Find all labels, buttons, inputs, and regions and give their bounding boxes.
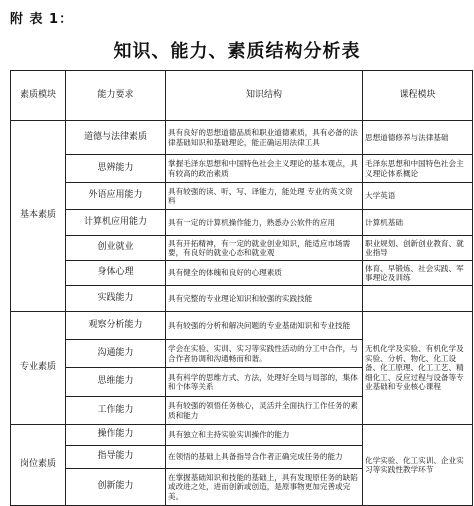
table-row bbox=[11, 183, 473, 210]
course-cell: 无机化学及实验、有机化学及实验、分析、物化、化工设备、化工原理、化工工艺、精细化工、反应过程与设备等专业基础和专业核心课程 bbox=[363, 312, 473, 425]
ability-cell: 工作能力 bbox=[66, 397, 166, 425]
header-knowledge: 知识结构 bbox=[166, 71, 363, 121]
knowledge-cell: 在掌握基础知识和技能的基础上，具有发现原任务的缺陷或改进之处，进而创新或创造，是原事物更加完善或完美。 bbox=[166, 469, 363, 506]
ability-cell: 沟通能力 bbox=[66, 340, 166, 368]
ability-cell: 观察分析能力 bbox=[66, 312, 166, 340]
ability-cell: 思维能力 bbox=[66, 368, 166, 397]
knowledge-cell: 掌握毛泽东思想和中国特色社会主义理论的基本观点，具有较高的政治素质 bbox=[166, 155, 363, 183]
ability-cell: 操作能力 bbox=[66, 425, 166, 446]
course-cell: 大学英语 bbox=[363, 183, 473, 210]
ability-cell: 道德与法律素质 bbox=[66, 121, 166, 155]
course-cell: 毛泽东思想和中国特色社会主义理论体系概论 bbox=[363, 155, 473, 183]
header-ability: 能力要求 bbox=[66, 71, 166, 121]
ability-cell: 外语应用能力 bbox=[66, 183, 166, 210]
course-cell bbox=[363, 286, 473, 312]
ability-cell: 身体心理 bbox=[66, 261, 166, 286]
knowledge-cell: 在领悟的基础上具备指导合作者正确完成任务的能力 bbox=[166, 446, 363, 469]
knowledge-cell: 学会在实验、实训、实习等实践性活动的分工中合作，与合作者协调和沟通畅而和谐。 bbox=[166, 340, 363, 368]
table-row bbox=[11, 210, 473, 236]
course-cell: 体育、早锻炼、社会实践、军事理论及训练 bbox=[363, 261, 473, 286]
table-header-row bbox=[11, 71, 473, 121]
course-cell: 化学实验、化工实训、企业实习等实践性教学环节 bbox=[363, 425, 473, 506]
module-basic: 基本素质 bbox=[11, 121, 66, 312]
module-professional: 专业素质 bbox=[11, 312, 66, 425]
table-row bbox=[11, 121, 473, 155]
ability-cell: 指导能力 bbox=[66, 446, 166, 469]
table-row bbox=[11, 425, 473, 446]
course-cell: 思想道德修养与法律基础 bbox=[363, 121, 473, 155]
knowledge-cell: 具有良好的思想道德品质和职业道德素质，具有必备的法律基础知识和基础理论，能正确运用法律工具 bbox=[166, 121, 363, 155]
course-cell: 职业规划、创新创业教育、就业指导 bbox=[363, 236, 473, 261]
knowledge-cell: 具有独立和主持实验实训操作的能力 bbox=[166, 425, 363, 446]
header-module: 素质模块 bbox=[11, 71, 66, 121]
knowledge-cell: 具有健全的体魄和良好的心理素质 bbox=[166, 261, 363, 286]
ability-cell: 创业就业 bbox=[66, 236, 166, 261]
table-row bbox=[11, 261, 473, 286]
table-row bbox=[11, 155, 473, 183]
ability-cell: 计算机应用能力 bbox=[66, 210, 166, 236]
table-row bbox=[11, 236, 473, 261]
ability-cell: 实践能力 bbox=[66, 286, 166, 312]
knowledge-cell: 具有较强的领悟任务核心，灵活并全面执行工作任务的素质和能力 bbox=[166, 397, 363, 425]
knowledge-cell: 具有较强的读、听、写、译能力，能处理 专业的英文资料 bbox=[166, 183, 363, 210]
ability-cell: 创新能力 bbox=[66, 469, 166, 506]
header-course: 课程模块 bbox=[363, 71, 473, 121]
structure-analysis-table bbox=[10, 70, 473, 506]
knowledge-cell: 具有较强的分析和解决问题的专业基础知识和专业技能 bbox=[166, 312, 363, 340]
knowledge-cell: 具有开拓精神，有一定的就业创业知识，能适应市场需要，有良好的就业心态和就业观 bbox=[166, 236, 363, 261]
module-post: 岗位素质 bbox=[11, 425, 66, 506]
page-title: 知识、能力、素质结构分析表 bbox=[113, 41, 361, 62]
knowledge-cell: 具有科学的思维方式、方法，处理好全局与局部的，集体和个体等关系 bbox=[166, 368, 363, 397]
ability-cell: 思辨能力 bbox=[66, 155, 166, 183]
attachment-label: 附 表 1： bbox=[10, 12, 74, 27]
knowledge-cell: 具有完整的专业理论知识和较强的实践技能 bbox=[166, 286, 363, 312]
table-row bbox=[11, 286, 473, 312]
course-cell: 计算机基础 bbox=[363, 210, 473, 236]
knowledge-cell: 具有一定的计算机操作能力，熟悉办公软件的应用 bbox=[166, 210, 363, 236]
table-row bbox=[11, 312, 473, 340]
